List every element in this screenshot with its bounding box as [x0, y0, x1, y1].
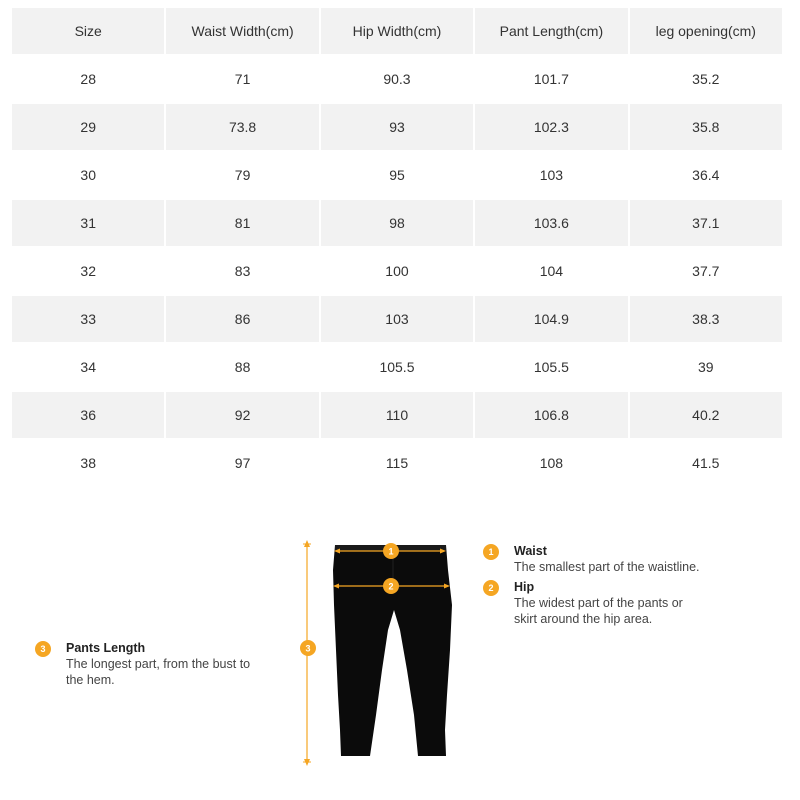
column-header-waist: Waist Width(cm): [166, 8, 318, 54]
table-cell: 105.5: [475, 344, 627, 390]
table-row: [12, 440, 782, 486]
table-cell: 105.5: [321, 344, 473, 390]
legend-title: Pants Length: [66, 641, 146, 655]
number-badge-1: 1: [483, 544, 499, 560]
legend-text: [514, 543, 700, 575]
column-header-length: Pant Length(cm): [475, 8, 627, 54]
table-cell: 79: [166, 152, 318, 198]
legend-text: [66, 640, 250, 688]
table-cell: 36: [12, 392, 164, 438]
legend-title: Waist: [514, 544, 547, 558]
svg-text:1: 1: [388, 546, 394, 557]
pants-diagram: [290, 530, 470, 800]
table-cell: 90.3: [321, 56, 473, 102]
legend-waist: [483, 543, 783, 577]
pants-silhouette: [333, 545, 452, 756]
diagram-badge-1: [383, 543, 399, 559]
table-cell: 36.4: [630, 152, 782, 198]
legend-hip: [483, 579, 783, 631]
table-cell: 29: [12, 104, 164, 150]
table-cell: 88: [166, 344, 318, 390]
table-cell: 38.3: [630, 296, 782, 342]
table-row: [12, 152, 782, 198]
legend-text: [514, 579, 683, 627]
table-row: [12, 200, 782, 246]
table-cell: 93: [321, 104, 473, 150]
description-line: The widest part of the pants or: [514, 596, 683, 610]
table-cell: 100: [321, 248, 473, 294]
table-cell: 92: [166, 392, 318, 438]
legend-pants-length: [35, 640, 295, 700]
table-cell: 37.7: [630, 248, 782, 294]
table-cell: 40.2: [630, 392, 782, 438]
table-cell: 115: [321, 440, 473, 486]
legend-description: [514, 595, 683, 627]
description-line: The smallest part of the waistline.: [514, 560, 700, 574]
table-cell: 95: [321, 152, 473, 198]
table-cell: 103.6: [475, 200, 627, 246]
description-line: the hem.: [66, 673, 115, 687]
table-row: [12, 344, 782, 390]
table-cell: 37.1: [630, 200, 782, 246]
column-header-leg-opening: leg opening(cm): [630, 8, 782, 54]
number-badge-2: 2: [483, 580, 499, 596]
table-cell: 104: [475, 248, 627, 294]
table-cell: 31: [12, 200, 164, 246]
table-row: [12, 56, 782, 102]
diagram-badge-3: [300, 640, 316, 656]
black-pants-icon: [290, 530, 470, 800]
column-header-size: Size: [12, 8, 164, 54]
diagram-badge-2: [383, 578, 399, 594]
svg-text:2: 2: [388, 581, 394, 592]
column-header-hip: Hip Width(cm): [321, 8, 473, 54]
table-cell: 28: [12, 56, 164, 102]
svg-text:3: 3: [305, 643, 311, 654]
size-chart-table: [10, 6, 784, 488]
table-cell: 83: [166, 248, 318, 294]
table-cell: 41.5: [630, 440, 782, 486]
table-cell: 86: [166, 296, 318, 342]
description-line: The longest part, from the bust to: [66, 657, 251, 671]
table-cell: 104.9: [475, 296, 627, 342]
table-row: [12, 392, 782, 438]
table-cell: 103: [475, 152, 627, 198]
table-cell: 32: [12, 248, 164, 294]
table-header-row: [12, 8, 782, 54]
table-row: [12, 296, 782, 342]
table-cell: 73.8: [166, 104, 318, 150]
table-cell: 102.3: [475, 104, 627, 150]
table-cell: 35.2: [630, 56, 782, 102]
table-cell: 39: [630, 344, 782, 390]
legend-title: Hip: [514, 580, 535, 594]
table-cell: 108: [475, 440, 627, 486]
table-cell: 33: [12, 296, 164, 342]
table-row: [12, 104, 782, 150]
legend-description: [514, 559, 700, 575]
table-cell: 101.7: [475, 56, 627, 102]
table-cell: 38: [12, 440, 164, 486]
table-cell: 34: [12, 344, 164, 390]
table-cell: 98: [321, 200, 473, 246]
table-cell: 81: [166, 200, 318, 246]
number-badge-3: 3: [35, 641, 51, 657]
table-cell: 35.8: [630, 104, 782, 150]
table-cell: 30: [12, 152, 164, 198]
table-cell: 97: [166, 440, 318, 486]
description-line: skirt around the hip area.: [514, 612, 653, 626]
legend-description: [66, 656, 250, 688]
table-cell: 106.8: [475, 392, 627, 438]
table-cell: 110: [321, 392, 473, 438]
table-cell: 103: [321, 296, 473, 342]
measurement-guide: [0, 530, 800, 800]
table-cell: 71: [166, 56, 318, 102]
table-row: [12, 248, 782, 294]
